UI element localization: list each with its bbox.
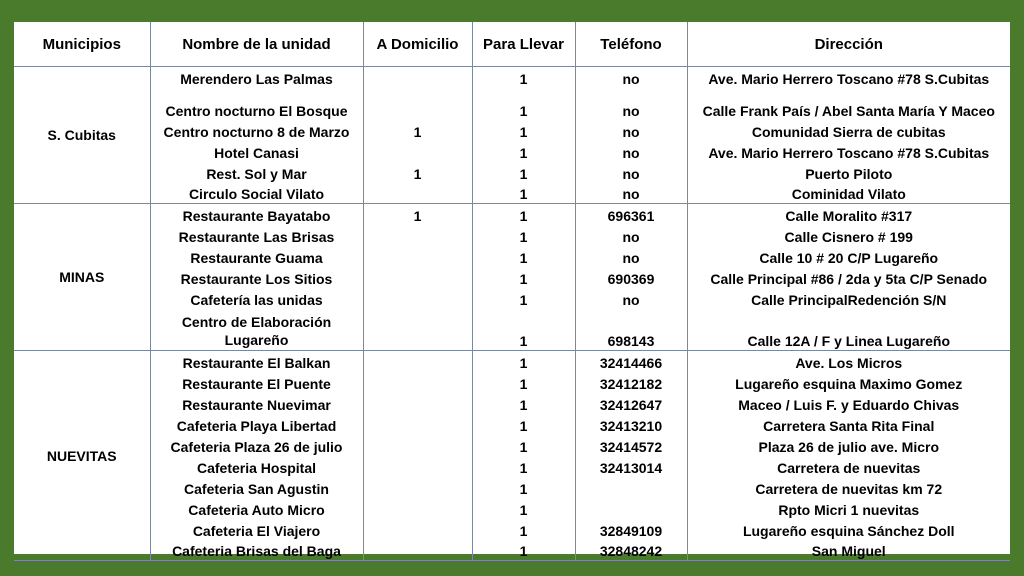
table-row xyxy=(14,393,1010,414)
telefono-cell: no xyxy=(575,183,687,204)
a-domicilio-cell xyxy=(363,540,472,561)
direccion-cell: Lugareño esquina Maximo Gomez xyxy=(687,372,1010,393)
a-domicilio-cell xyxy=(363,477,472,498)
table-row xyxy=(14,477,1010,498)
table-row xyxy=(14,204,1010,225)
para-llevar-cell: 1 xyxy=(472,120,575,141)
telefono-cell: 32414466 xyxy=(575,351,687,372)
table-body xyxy=(14,67,1010,561)
direccion-cell: Calle Frank País / Abel Santa María Y Maceo xyxy=(687,88,1010,120)
table-row xyxy=(14,309,1010,351)
a-domicilio-cell xyxy=(363,67,472,88)
para-llevar-cell: 1 xyxy=(472,393,575,414)
para-llevar-cell: 1 xyxy=(472,435,575,456)
para-llevar-cell: 1 xyxy=(472,498,575,519)
a-domicilio-cell xyxy=(363,456,472,477)
table-row xyxy=(14,183,1010,204)
telefono-cell: no xyxy=(575,88,687,120)
unit-name-cell: Circulo Social Vilato xyxy=(150,183,363,204)
table-row xyxy=(14,141,1010,162)
a-domicilio-cell xyxy=(363,393,472,414)
telefono-cell: 32413210 xyxy=(575,414,687,435)
a-domicilio-cell xyxy=(363,267,472,288)
para-llevar-cell: 1 xyxy=(472,88,575,120)
direccion-cell: Puerto Piloto xyxy=(687,162,1010,183)
unit-name-cell: Merendero Las Palmas xyxy=(150,67,363,88)
para-llevar-cell: 1 xyxy=(472,372,575,393)
municipio-cell: MINAS xyxy=(14,204,150,351)
direccion-cell: San Miguel xyxy=(687,540,1010,561)
header-domicilio: A Domicilio xyxy=(363,22,472,67)
direccion-cell: Calle PrincipalRedención S/N xyxy=(687,288,1010,309)
direccion-cell: Calle Moralito #317 xyxy=(687,204,1010,225)
para-llevar-cell: 1 xyxy=(472,414,575,435)
units-table xyxy=(14,22,1010,561)
telefono-cell xyxy=(575,477,687,498)
direccion-cell: Ave. Mario Herrero Toscano #78 S.Cubitas xyxy=(687,141,1010,162)
unit-name-cell: Centro nocturno El Bosque xyxy=(150,88,363,120)
para-llevar-cell: 1 xyxy=(472,162,575,183)
units-sheet xyxy=(14,22,1010,559)
header-direccion: Dirección xyxy=(687,22,1010,67)
direccion-cell: Ave. Los Micros xyxy=(687,351,1010,372)
header-nombre: Nombre de la unidad xyxy=(150,22,363,67)
telefono-cell: 32413014 xyxy=(575,456,687,477)
telefono-cell: no xyxy=(575,141,687,162)
direccion-cell: Carretera de nuevitas km 72 xyxy=(687,477,1010,498)
table-row xyxy=(14,288,1010,309)
telefono-cell: 32414572 xyxy=(575,435,687,456)
header-llevar: Para Llevar xyxy=(472,22,575,67)
table-row xyxy=(14,435,1010,456)
unit-name-cell: Hotel Canasi xyxy=(150,141,363,162)
para-llevar-cell: 1 xyxy=(472,309,575,351)
para-llevar-cell: 1 xyxy=(472,288,575,309)
a-domicilio-cell xyxy=(363,141,472,162)
a-domicilio-cell xyxy=(363,183,472,204)
unit-name-cell: Rest. Sol y Mar xyxy=(150,162,363,183)
telefono-cell: no xyxy=(575,120,687,141)
telefono-cell: 690369 xyxy=(575,267,687,288)
table-row xyxy=(14,225,1010,246)
a-domicilio-cell: 1 xyxy=(363,162,472,183)
telefono-cell: 698143 xyxy=(575,309,687,351)
unit-name-cell: Cafetería las unidas xyxy=(150,288,363,309)
direccion-cell: Calle 12A / F y Linea Lugareño xyxy=(687,309,1010,351)
table-row xyxy=(14,414,1010,435)
unit-name-cell: Restaurante Bayatabo xyxy=(150,204,363,225)
table-row xyxy=(14,498,1010,519)
para-llevar-cell: 1 xyxy=(472,519,575,540)
direccion-cell: Lugareño esquina Sánchez Doll xyxy=(687,519,1010,540)
para-llevar-cell: 1 xyxy=(472,225,575,246)
direccion-cell: Rpto Micri 1 nuevitas xyxy=(687,498,1010,519)
para-llevar-cell: 1 xyxy=(472,477,575,498)
unit-name-cell: Centro de Elaboración Lugareño xyxy=(150,309,363,351)
table-row xyxy=(14,67,1010,88)
unit-name-cell: Cafeteria Plaza 26 de julio xyxy=(150,435,363,456)
telefono-cell: no xyxy=(575,288,687,309)
direccion-cell: Ave. Mario Herrero Toscano #78 S.Cubitas xyxy=(687,67,1010,88)
a-domicilio-cell xyxy=(363,309,472,351)
unit-name-cell: Restaurante El Puente xyxy=(150,372,363,393)
telefono-cell: 696361 xyxy=(575,204,687,225)
table-row xyxy=(14,246,1010,267)
telefono-cell: 32412182 xyxy=(575,372,687,393)
unit-name-cell: Restaurante Guama xyxy=(150,246,363,267)
table-row xyxy=(14,162,1010,183)
para-llevar-cell: 1 xyxy=(472,540,575,561)
header-row xyxy=(14,22,1010,67)
para-llevar-cell: 1 xyxy=(472,351,575,372)
a-domicilio-cell xyxy=(363,414,472,435)
unit-name-cell: Restaurante Nuevimar xyxy=(150,393,363,414)
unit-name-cell: Restaurante Las Brisas xyxy=(150,225,363,246)
telefono-cell: 32849109 xyxy=(575,519,687,540)
municipio-cell: NUEVITAS xyxy=(14,351,150,561)
a-domicilio-cell xyxy=(363,435,472,456)
header-telefono: Teléfono xyxy=(575,22,687,67)
municipio-cell: S. Cubitas xyxy=(14,67,150,204)
telefono-cell: no xyxy=(575,162,687,183)
direccion-cell: Calle 10 # 20 C/P Lugareño xyxy=(687,246,1010,267)
para-llevar-cell: 1 xyxy=(472,183,575,204)
unit-name-cell: Cafeteria Playa Libertad xyxy=(150,414,363,435)
unit-name-cell: Cafeteria El Viajero xyxy=(150,519,363,540)
a-domicilio-cell xyxy=(363,246,472,267)
direccion-cell: Carretera Santa Rita Final xyxy=(687,414,1010,435)
unit-name-cell: Cafeteria Brisas del Baga xyxy=(150,540,363,561)
a-domicilio-cell xyxy=(363,351,472,372)
para-llevar-cell: 1 xyxy=(472,456,575,477)
table-row xyxy=(14,456,1010,477)
telefono-cell: 32848242 xyxy=(575,540,687,561)
unit-name-cell: Cafeteria Hospital xyxy=(150,456,363,477)
direccion-cell: Comunidad Sierra de cubitas xyxy=(687,120,1010,141)
a-domicilio-cell: 1 xyxy=(363,120,472,141)
telefono-cell: no xyxy=(575,225,687,246)
table-row xyxy=(14,372,1010,393)
para-llevar-cell: 1 xyxy=(472,267,575,288)
para-llevar-cell: 1 xyxy=(472,141,575,162)
a-domicilio-cell: 1 xyxy=(363,204,472,225)
telefono-cell: no xyxy=(575,67,687,88)
table-row xyxy=(14,267,1010,288)
direccion-cell: Calle Cisnero # 199 xyxy=(687,225,1010,246)
a-domicilio-cell xyxy=(363,498,472,519)
direccion-cell: Maceo / Luis F. y Eduardo Chivas xyxy=(687,393,1010,414)
a-domicilio-cell xyxy=(363,225,472,246)
a-domicilio-cell xyxy=(363,288,472,309)
telefono-cell: 32412647 xyxy=(575,393,687,414)
direccion-cell: Carretera de nuevitas xyxy=(687,456,1010,477)
unit-name-cell: Restaurante El Balkan xyxy=(150,351,363,372)
a-domicilio-cell xyxy=(363,372,472,393)
a-domicilio-cell xyxy=(363,88,472,120)
para-llevar-cell: 1 xyxy=(472,246,575,267)
unit-name-cell: Cafeteria Auto Micro xyxy=(150,498,363,519)
direccion-cell: Calle Principal #86 / 2da y 5ta C/P Senado xyxy=(687,267,1010,288)
unit-name-cell: Cafeteria San Agustin xyxy=(150,477,363,498)
telefono-cell xyxy=(575,498,687,519)
direccion-cell: Plaza 26 de julio ave. Micro xyxy=(687,435,1010,456)
unit-name-cell: Centro nocturno 8 de Marzo xyxy=(150,120,363,141)
unit-name-cell: Restaurante Los Sitios xyxy=(150,267,363,288)
a-domicilio-cell xyxy=(363,519,472,540)
table-row xyxy=(14,540,1010,561)
header-municipios: Municipios xyxy=(14,22,150,67)
para-llevar-cell: 1 xyxy=(472,67,575,88)
para-llevar-cell: 1 xyxy=(472,204,575,225)
table-row xyxy=(14,120,1010,141)
table-row xyxy=(14,88,1010,120)
table-row xyxy=(14,519,1010,540)
table-row xyxy=(14,351,1010,372)
direccion-cell: Cominidad Vilato xyxy=(687,183,1010,204)
telefono-cell: no xyxy=(575,246,687,267)
